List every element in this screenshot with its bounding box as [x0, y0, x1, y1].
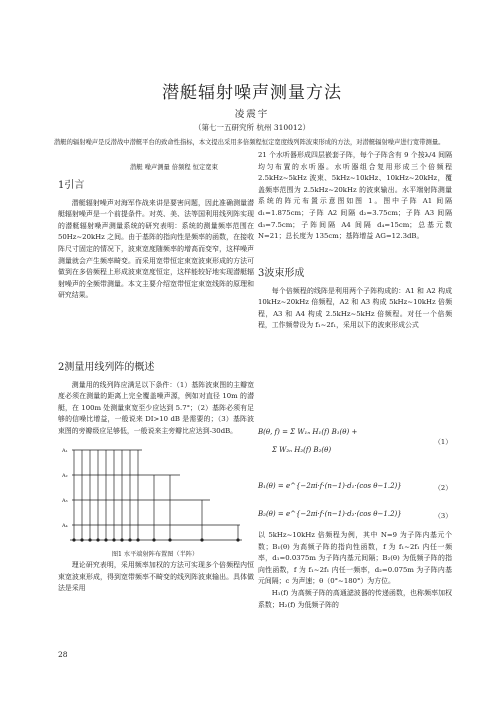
equation-1: [258, 428, 452, 454]
section-3-body: 每个倍频程的线阵是利用两个子阵构成的：A1 和 A2 构成 10kHz~20kHz 倍频程，A2 和 A3 构成 5kHz~10kHz 倍频程，A3 和 A4 构成 2.5kHz~5kHz 倍频程。对任一个倍频程，工作频带设为 f₁~2f₁，采用以下的波束形成公式: [258, 286, 452, 330]
section-1-title: 1引言: [58, 180, 85, 191]
equation-1-line-b: Σ W₂ₙ H₂(f) B₂(θ): [272, 446, 332, 454]
right-column-bottom: [258, 530, 452, 611]
row-label-a2: A₂: [62, 473, 68, 479]
array-description: 21 个水听器形成四层嵌套子阵，每个子阵含有 9 个按λ/4 间隔均匀布置的水听器。水听器组合复用形成三个倍频程 2.5kHz~5kHz 波束、5kHz~10kHz、10kHz~20kHz，覆盖频率范围为 2.5kHz~20kHz 的波束输出。水平端射阵测量系统的阵元布置示意图如图 1。图中子阵 A1 间隔 d₁=1.875cm；子阵 A2 间隔 d₂=3.75cm；子阵 A3 间隔 d₃=7.5cm；子阵间隔 A4 间隔 d₄=15cm；总基元数 N=21；总长度为 135cm；基阵增益 AG=12.3dB。: [258, 151, 452, 241]
row-label-a4: A₄: [62, 523, 68, 529]
equation-3: [258, 510, 452, 518]
left-column: [58, 180, 254, 302]
section-3-after: 以 5kHz~10kHz 倍频程为例，其中 N=9 为子阵内基元个数；B₁(θ) 为高频子阵的指向性函数，f 为 f₁~2f₁ 内任一频率，d₁=0.0375m 为子阵内基元间隔；B₂(θ) 为低频子阵的指向性函数，f 为 f₁~2f₁ 内任一频率，d₂=0.075m 为子阵内基元间隔；c 为声速；θ（0°~180°）为方位。: [258, 531, 452, 586]
section-3-title: 3波束形成: [258, 268, 305, 279]
equation-3-body: B₂(θ) = e^{−2πi·f·(n−1)·d₂·(cos θ−1.2)}: [258, 510, 402, 518]
section-2-title: 2测量用线列阵的概述: [58, 362, 155, 373]
affiliation: （第七一五研究所 杭州 310012）: [194, 123, 310, 132]
page-number: 28: [58, 650, 68, 659]
left-column-bottom: [58, 560, 254, 595]
left-column-section-2: [58, 362, 254, 438]
right-column-top: [258, 150, 452, 243]
right-column-section-3: [258, 268, 452, 332]
equation-2-body: B₁(θ) = e^{−2πi·f·(n−1)·d₁·(cos θ−1.2)}: [258, 482, 402, 490]
equation-1-number: （1）: [434, 438, 452, 446]
section-2-body: 测量用的线列阵应满足以下条件：（1）基阵波束图的主瓣宽度必须在测量的距离上完全覆盖噪声源，例如对直径 10m 的潜艇，在 100m 处测量束宽至少应达到 5.7°；（2）基阵必须有足够的信噪比增益，一般说来 DI>10 dB 是需要的；（3）基阵波束图的旁瓣级应足够低，一般说来主旁瓣比应达到-30dB。: [58, 380, 254, 435]
abstract: 潜艇的辐射噪声是反潜战中潜艇平台的致命性指标，本文提出采用多倍频程恒定宽度线列阵波束形成的方法，对潜艇辐射噪声进行宽带测量。: [54, 139, 445, 146]
equation-2-number: （2）: [434, 484, 452, 492]
array-layout-figure: [60, 440, 250, 560]
author: 凌震宇: [234, 109, 270, 120]
row-label-a3: A₃: [62, 498, 68, 504]
equation-3-number: （3）: [434, 512, 452, 520]
figure-caption: 图1 水平端射阵布置图（半阵）: [111, 551, 199, 558]
keywords: 潜艇 噪声测量 倍频程 恒定宽束: [130, 164, 218, 171]
equation-1-line-a: B(θ, f) = Σ W₁ₙ H₁(f) B₁(θ) +: [258, 428, 358, 436]
row-label-a1: A₁: [62, 448, 68, 454]
section-3-last: H₁(f) 为高频子阵的高通滤波器的传递函数，也称频率加权系数；H₂(f) 为低频子阵的: [258, 588, 452, 609]
paper-title: 潜艇辐射噪声测量方法: [162, 83, 342, 103]
section-2-body-2: 理论研究表明，采用频率加权的方法可实现多个倍频程内恒束宽波束形成，得到宽带频率不畸变的线列阵波束输出。具体做法是采用: [58, 561, 254, 593]
section-1-body: 潜艇辐射噪声对海军作战来讲是要害问题，因此准确测量潜艇辐射噪声是一个前提条件。对英、美、法等国利用线列阵实现的潜艇辐射噪声测量系统的研究表明：系统的测量频率范围在 50Hz~20kHz 之间。由于基阵的指向性是频率的函数，在接收阵尺寸固定的情况下，波束宽度随频率的增高而变窄，这样噪声测量就会产生频率畸变。而采用宽带恒定束宽波束形成的方法可做到在多倍频程上形成波束宽度恒定，这样能较好地实现潜艇辐射噪声的全频带测量。本文主要介绍宽带恒定束宽线阵的原理和研究结果。: [58, 198, 254, 300]
equation-2: [258, 482, 452, 490]
